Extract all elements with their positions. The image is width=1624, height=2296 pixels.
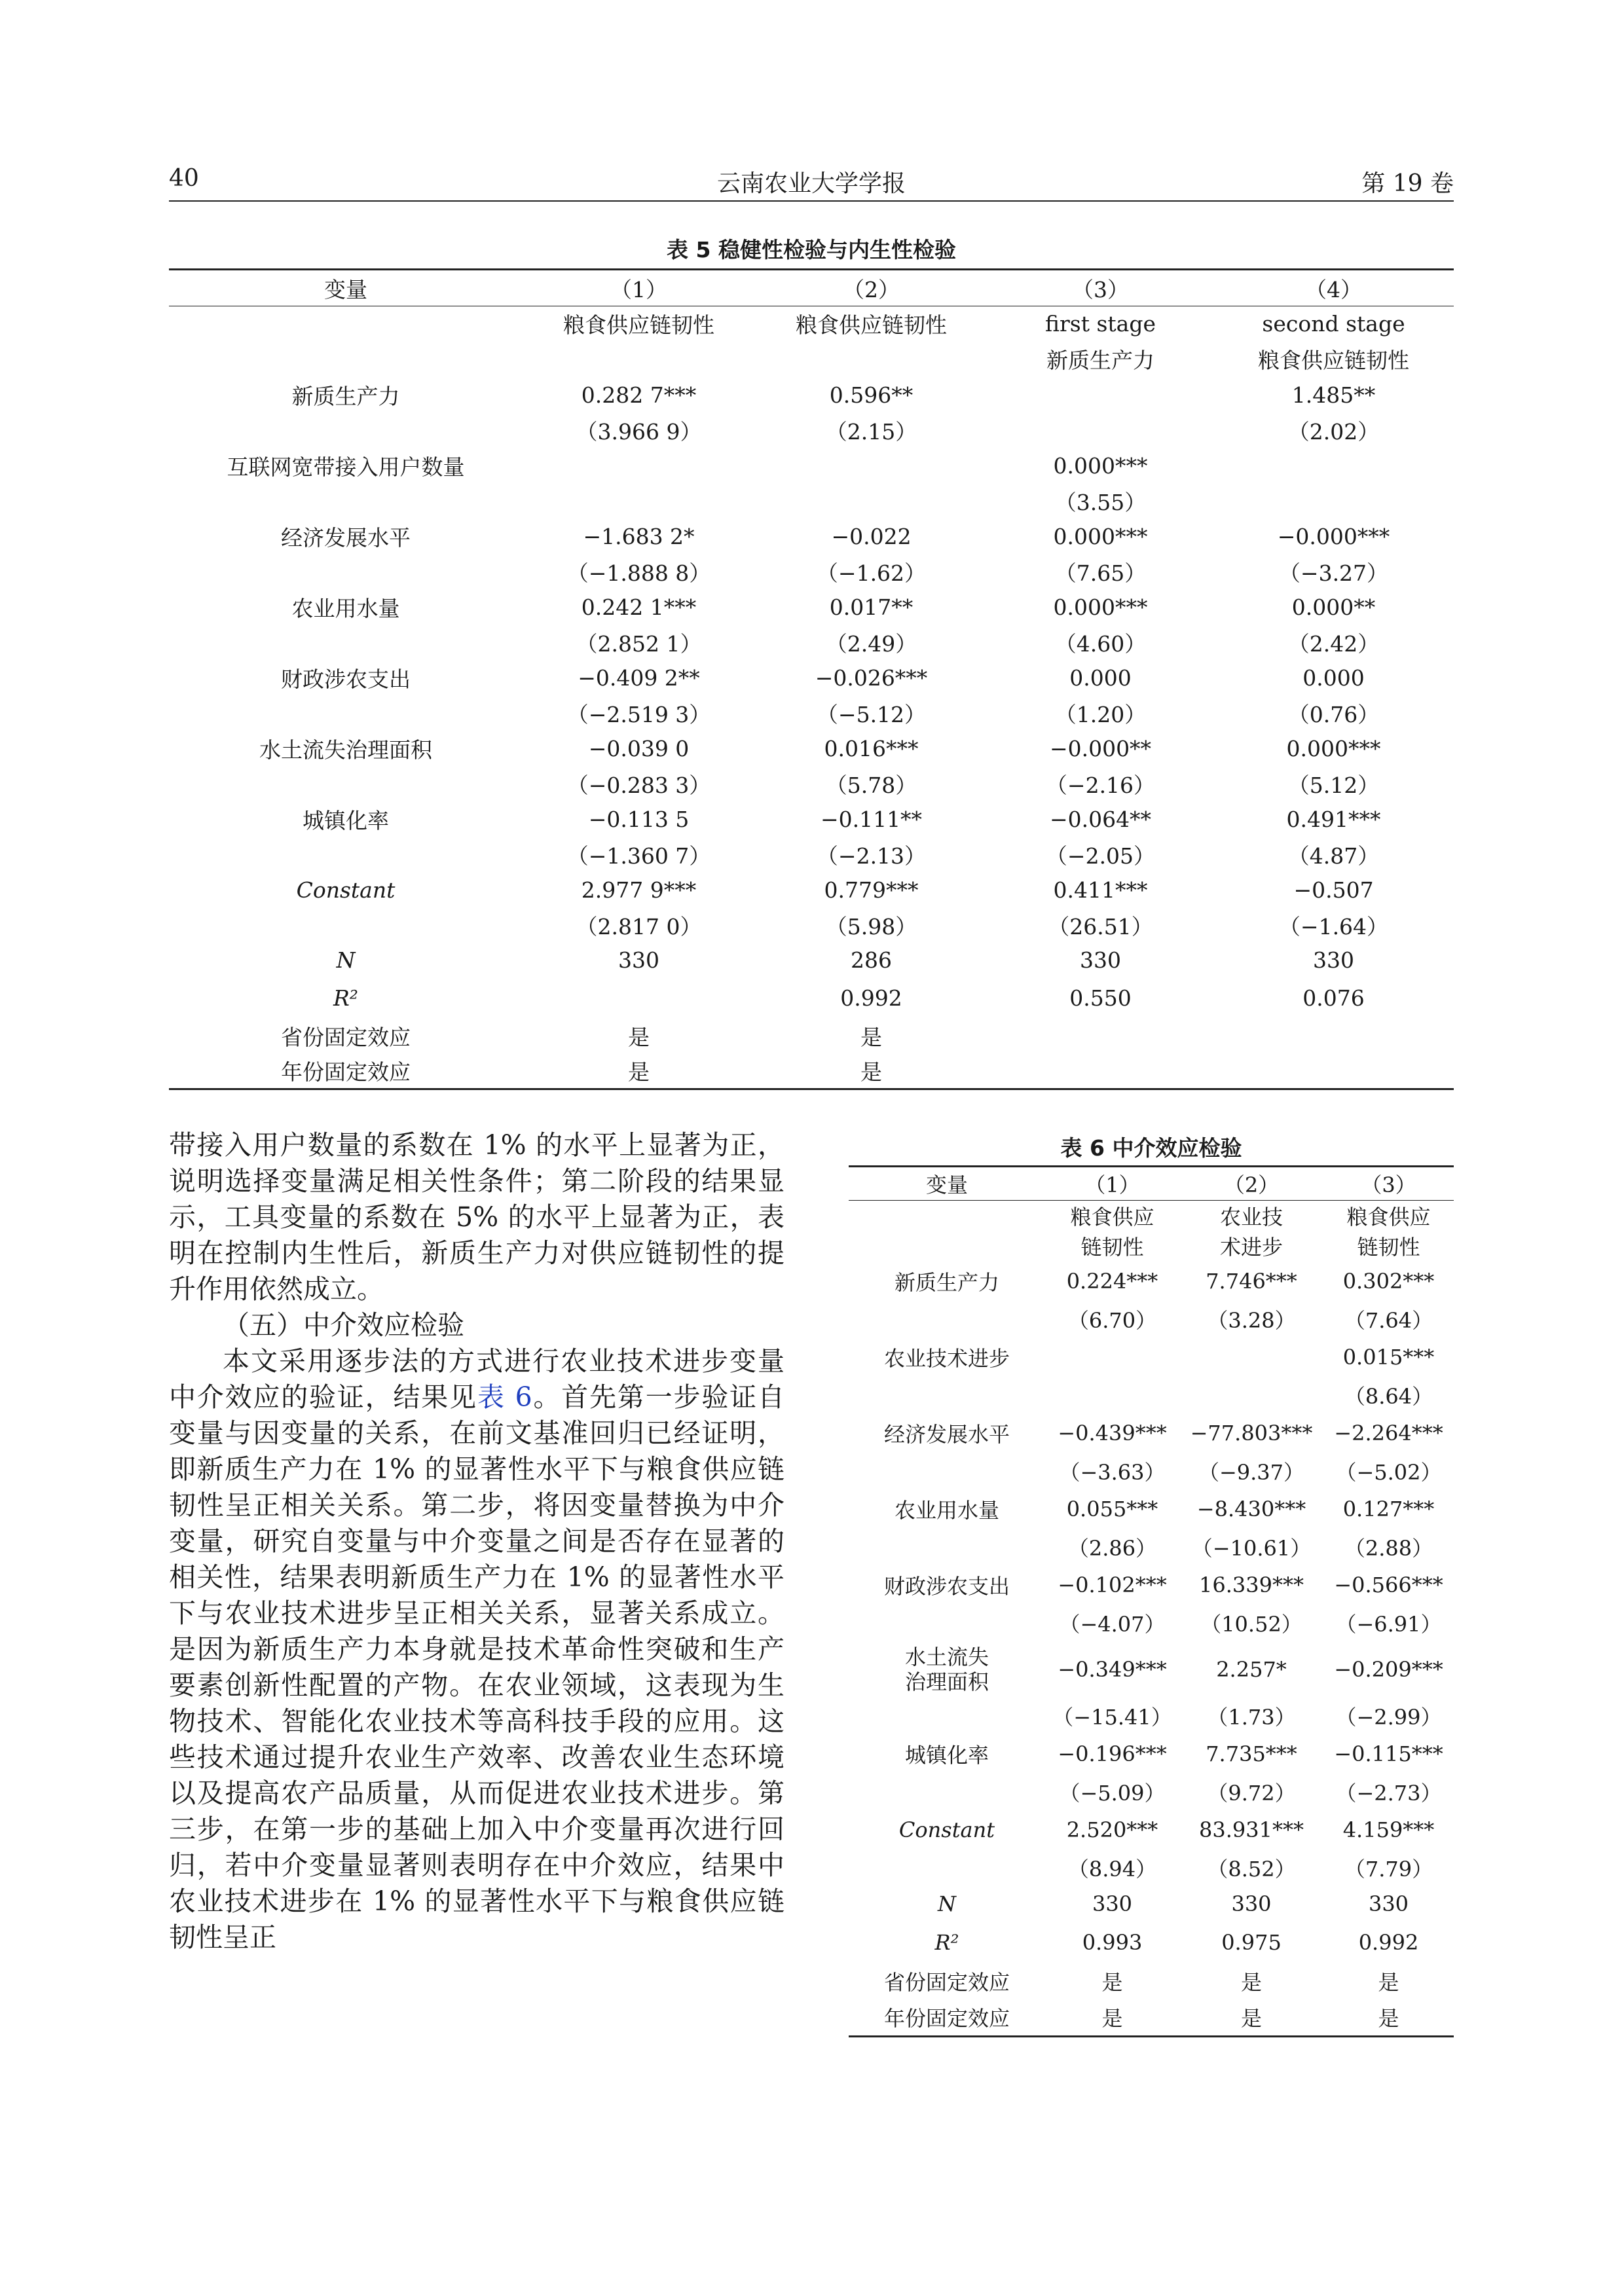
stat-value: 330 <box>1092 1891 1133 1916</box>
coefficient-cell: −0.000*** <box>1277 524 1390 549</box>
table-row <box>849 1413 1454 1453</box>
coefficient-cell: 7.746*** <box>1206 1269 1297 1294</box>
coefficient-cell <box>1213 448 1454 484</box>
stat-value <box>1213 1054 1454 1089</box>
table-row-year_fe <box>849 1999 1454 2036</box>
table-header-row <box>849 1167 1454 1201</box>
stat-value: 330 <box>618 947 659 973</box>
table-row-tstat <box>849 1529 1454 1565</box>
coefficient-cell: 0.282 7*** <box>581 382 697 408</box>
coefficient-cell: −0.064** <box>1049 807 1152 832</box>
table6-caption: 表 6 中介效应检验 <box>1060 1135 1242 1161</box>
blank-cell <box>169 767 523 801</box>
table-row <box>849 1337 1454 1377</box>
column-subheader <box>169 342 523 377</box>
table-row-n <box>849 1886 1454 1922</box>
coefficient-cell: 0.411*** <box>1053 877 1148 903</box>
stat-value: 是 <box>1323 1999 1454 2036</box>
coefficient-cell: −0.026*** <box>815 665 928 691</box>
column-subheader: 粮食供应链韧性 <box>796 312 947 338</box>
column-subheader: 农业技 <box>1219 1205 1283 1230</box>
column-header: （3） <box>987 270 1213 306</box>
variable-label <box>849 1641 1045 1698</box>
table-row <box>169 801 1454 838</box>
t-stat-cell: （2.49） <box>825 631 917 657</box>
coefficient-cell: −0.409 2** <box>578 665 700 691</box>
t-stat-cell <box>755 484 987 519</box>
variable-label <box>849 1337 1045 1377</box>
t-stat-cell: （9.72） <box>1207 1781 1296 1806</box>
column-header: （1） <box>523 270 755 306</box>
coefficient-cell <box>755 448 987 484</box>
variable-label: 新质生产力 <box>291 384 400 409</box>
t-stat-cell: （2.15） <box>825 419 917 445</box>
variable-label-line: 农业用水量 <box>894 1498 999 1523</box>
column-subheader: 链韧性 <box>1080 1235 1144 1260</box>
variable-label-line: Constant <box>898 1817 995 1842</box>
variable-label <box>849 1261 1045 1302</box>
t-stat-cell: （6.70） <box>1067 1308 1157 1333</box>
coefficient-cell: 2.257* <box>1216 1657 1287 1682</box>
column-subheader <box>849 1231 1045 1261</box>
t-stat-cell: （5.78） <box>825 773 917 798</box>
table-row <box>849 1261 1454 1302</box>
variable-label <box>849 1565 1045 1605</box>
blank-cell <box>849 1529 1045 1565</box>
section-heading: （五）中介效应检验 <box>223 1309 464 1341</box>
coefficient-cell: −0.039 0 <box>588 736 690 761</box>
paragraph-continued: 带接入用户数量的系数在 1% 的水平上显著为正，说明选择变量满足相关性条件；第二阶段的结果显示，工具变量的系数在 5% 的水平上显著为正，表明在控制内生性后，新质生产力对供应链韧性的提升作用依然成立。 <box>169 1129 784 1305</box>
column-header: （1） <box>1045 1167 1179 1201</box>
coefficient-cell: 0.016*** <box>824 736 919 761</box>
coefficient-cell: −0.439*** <box>1058 1421 1167 1446</box>
table-header-row <box>169 270 1454 306</box>
t-stat-cell: （−1.888 8） <box>566 560 711 586</box>
t-stat-cell: （7.65） <box>1054 560 1147 586</box>
table-row <box>849 1810 1454 1850</box>
blank-cell <box>849 1453 1045 1489</box>
column-subheader: 粮食供应链韧性 <box>563 312 714 338</box>
stat-value: 是 <box>1378 1970 1399 1995</box>
table-row-tstat <box>849 1605 1454 1641</box>
variable-label-line: 新质生产力 <box>894 1270 999 1295</box>
blank-cell <box>849 1850 1045 1886</box>
volume-label: 第 19 卷 <box>1361 170 1454 197</box>
coefficient-cell: −1.683 2* <box>583 524 695 549</box>
stat-value: 是 <box>1101 1970 1123 1995</box>
stat-label: 省份固定效应 <box>281 1025 411 1050</box>
table-row <box>849 1734 1454 1774</box>
table-row <box>169 448 1454 484</box>
t-stat-cell: （26.51） <box>1048 914 1153 939</box>
blank-cell <box>169 484 523 519</box>
t-stat-cell: （−1.360 7） <box>566 843 711 869</box>
table-row-tstat <box>169 626 1454 660</box>
variable-label-line: 城镇化率 <box>904 1743 989 1768</box>
t-stat-cell: （7.79） <box>1344 1857 1433 1882</box>
stat-value: 330 <box>1080 947 1121 973</box>
coefficient-cell: 2.520*** <box>1066 1817 1158 1842</box>
t-stat-cell: （2.817 0） <box>576 914 702 939</box>
coefficient-cell: −0.111** <box>820 807 923 832</box>
table6 <box>849 1165 1454 2037</box>
stat-value <box>987 1054 1213 1089</box>
t-stat-cell: （−9.37） <box>1198 1460 1305 1485</box>
t-stat-cell: （−1.62） <box>816 560 927 586</box>
table-row-tstat <box>169 838 1454 872</box>
blank-cell <box>169 414 523 448</box>
coefficient-cell: −0.102*** <box>1058 1573 1167 1597</box>
stat-value: 是 <box>1240 1970 1262 1995</box>
coefficient-cell: 0.491*** <box>1286 807 1381 832</box>
table-row-tstat <box>849 1774 1454 1810</box>
coefficient-cell: 1.485** <box>1291 382 1376 408</box>
table-row-tstat <box>849 1302 1454 1337</box>
t-stat-cell: （4.60） <box>1054 631 1147 657</box>
table-row-tstat <box>849 1453 1454 1489</box>
stat-value: 是 <box>523 1054 755 1089</box>
t-stat-cell: （−2.13） <box>816 843 927 869</box>
stat-value: 0.992 <box>1358 1930 1419 1955</box>
coefficient-cell: −0.000** <box>1049 736 1152 761</box>
table-row-tstat <box>169 414 1454 448</box>
stat-value: 是 <box>628 1025 650 1050</box>
column-header: （2） <box>1179 1167 1323 1201</box>
t-stat-cell: （2.86） <box>1067 1536 1157 1561</box>
table-row-province_fe <box>169 1019 1454 1054</box>
coefficient-cell: −0.113 5 <box>588 807 690 832</box>
column-header-variable: 变量 <box>849 1167 1045 1201</box>
stat-label: 年份固定效应 <box>169 1054 523 1089</box>
blank-cell <box>169 555 523 589</box>
variable-label <box>849 1734 1045 1774</box>
stat-value: 是 <box>860 1025 882 1050</box>
stat-value <box>987 1019 1213 1054</box>
t-stat-cell: （3.55） <box>1054 490 1147 515</box>
coefficient-cell: −0.349*** <box>1058 1657 1167 1682</box>
table-row-tstat <box>169 767 1454 801</box>
t-stat-cell <box>987 414 1213 448</box>
table-row <box>849 1565 1454 1605</box>
stat-value: 是 <box>1179 1999 1323 2036</box>
column-subheader: 粮食供应 <box>1070 1205 1154 1230</box>
column-subheader: 新质生产力 <box>1046 348 1154 373</box>
coefficient-cell: 0.055*** <box>1066 1497 1158 1522</box>
column-subheader <box>169 306 523 342</box>
table-row <box>169 589 1454 626</box>
table-row-province_fe <box>849 1963 1454 1999</box>
coefficient-cell: 0.779*** <box>824 877 919 903</box>
t-stat-cell: （−2.519 3） <box>566 702 711 727</box>
column-subheader: second stage <box>1262 311 1405 337</box>
stat-value: 330 <box>1313 947 1354 973</box>
t-stat-cell: （10.52） <box>1200 1612 1302 1637</box>
column-subheader: 链韧性 <box>1357 1235 1420 1260</box>
coefficient-cell: 0.000 <box>1302 665 1365 691</box>
t-stat-cell: （−2.73） <box>1335 1781 1442 1806</box>
coefficient-cell: 0.127*** <box>1342 1497 1435 1522</box>
column-subheader: 粮食供应链韧性 <box>1258 348 1409 373</box>
stat-label: N <box>938 1891 956 1916</box>
t-stat-cell: （8.64） <box>1344 1384 1433 1409</box>
coefficient-cell: −0.022 <box>831 524 912 549</box>
stat-value: 0.076 <box>1302 985 1365 1011</box>
t-stat-cell: （−0.283 3） <box>566 773 711 798</box>
blank-cell <box>849 1605 1045 1641</box>
t-stat-cell: （−1.64） <box>1278 914 1389 939</box>
table5 <box>169 268 1454 1090</box>
column-header: （4） <box>1213 270 1454 306</box>
journal-title: 云南农业大学学报 <box>716 170 906 197</box>
stat-value: 330 <box>1231 1891 1272 1916</box>
variable-label <box>849 1810 1045 1850</box>
t-stat-cell: （0.76） <box>1287 702 1380 727</box>
stat-label: 省份固定效应 <box>883 1970 1010 1995</box>
stat-label: R² <box>934 1930 959 1955</box>
variable-label-line: 经济发展水平 <box>883 1422 1010 1447</box>
table-subheader-row <box>849 1231 1454 1261</box>
t-stat-cell: （8.94） <box>1067 1857 1157 1882</box>
blank-cell <box>849 1774 1045 1810</box>
column-header-variable: 变量 <box>169 270 523 306</box>
running-head <box>169 161 1454 202</box>
t-stat-cell: （−3.27） <box>1278 560 1389 586</box>
column-subheader: first stage <box>1045 311 1156 337</box>
coefficient-cell: 0.017** <box>829 594 913 620</box>
coefficient-cell: −0.507 <box>1293 877 1374 903</box>
variable-label <box>849 1413 1045 1453</box>
table-row-r2 <box>169 978 1454 1019</box>
t-stat-cell: （3.966 9） <box>576 419 702 445</box>
t-stat-cell <box>523 484 755 519</box>
coefficient-cell: 0.000** <box>1291 594 1376 620</box>
coefficient-cell: 0.596** <box>829 382 913 408</box>
coefficient-cell: −0.115*** <box>1334 1741 1443 1766</box>
table-subheader-row <box>169 342 1454 377</box>
t-stat-cell: （3.28） <box>1207 1308 1296 1333</box>
stat-value <box>1213 1019 1454 1054</box>
stat-label: R² <box>333 985 359 1011</box>
stat-value: 0.992 <box>840 985 902 1011</box>
coefficient-cell: −2.264*** <box>1334 1421 1443 1446</box>
coefficient-cell: 0.000 <box>1069 665 1132 691</box>
column-header: （2） <box>755 270 987 306</box>
coefficient-cell: 0.242 1*** <box>581 594 697 620</box>
paragraph-text: 本文采用逐步法的方式进行农业技术进步变量中介效应的验证，结果见 <box>169 1345 784 1413</box>
table-row <box>169 660 1454 697</box>
t-stat-cell: （−2.16） <box>1045 773 1156 798</box>
table-row <box>849 1489 1454 1529</box>
column-header: （3） <box>1323 1167 1454 1201</box>
coefficient-cell <box>987 377 1213 414</box>
variable-label: 城镇化率 <box>303 808 389 833</box>
table-row-tstat <box>169 555 1454 589</box>
variable-label-line: 水土流失 <box>904 1645 989 1669</box>
variable-label: Constant <box>296 877 396 903</box>
coefficient-cell: 0.224*** <box>1066 1269 1158 1294</box>
t-stat-cell: （−3.63） <box>1059 1460 1166 1485</box>
blank-cell <box>169 626 523 660</box>
column-subheader: 术进步 <box>1219 1235 1283 1260</box>
coefficient-cell: 83.931*** <box>1199 1817 1304 1842</box>
coefficient-cell: 4.159*** <box>1342 1817 1435 1842</box>
column-subheader <box>755 342 987 377</box>
table-subheader-row <box>169 306 1454 342</box>
column-subheader <box>849 1201 1045 1231</box>
t-stat-cell: （8.52） <box>1207 1857 1296 1882</box>
t-stat-cell: （−5.09） <box>1059 1781 1166 1806</box>
table-row-tstat <box>849 1850 1454 1886</box>
coefficient-cell: 0.000*** <box>1053 453 1148 479</box>
page-number: 40 <box>169 165 199 192</box>
column-subheader <box>523 342 755 377</box>
t-stat-cell: （2.42） <box>1287 631 1380 657</box>
body-text <box>169 1127 784 1956</box>
table-row <box>849 1641 1454 1698</box>
variable-label: 农业用水量 <box>291 596 400 621</box>
t-stat-cell: （1.73） <box>1207 1705 1296 1730</box>
stat-label: N <box>336 947 356 973</box>
t-stat-cell: （−15.41） <box>1052 1705 1172 1730</box>
t-stat-cell: （−10.61） <box>1191 1536 1312 1561</box>
variable-label: 水土流失治理面积 <box>259 737 432 763</box>
coefficient-cell <box>1179 1337 1323 1377</box>
stat-value: 286 <box>851 947 892 973</box>
blank-cell <box>849 1377 1045 1413</box>
coefficient-cell: 0.000*** <box>1286 736 1381 761</box>
variable-label: 经济发展水平 <box>281 525 411 551</box>
coefficient-cell: 16.339*** <box>1199 1573 1304 1597</box>
blank-cell <box>849 1302 1045 1337</box>
column-subheader: 粮食供应 <box>1346 1205 1431 1230</box>
t-stat-cell: （4.87） <box>1287 843 1380 869</box>
table5-caption: 表 5 稳健性检验与内生性检验 <box>667 237 956 263</box>
table-subheader-row <box>849 1201 1454 1231</box>
table-row-tstat <box>849 1377 1454 1413</box>
table6-link[interactable]: 表 6 <box>477 1381 532 1413</box>
t-stat-cell: （2.852 1） <box>576 631 702 657</box>
t-stat-cell: （−4.07） <box>1059 1612 1166 1637</box>
table-row <box>169 731 1454 767</box>
t-stat-cell <box>1213 484 1454 519</box>
coefficient-cell: −0.209*** <box>1334 1657 1443 1682</box>
t-stat-cell: （−6.91） <box>1335 1612 1442 1637</box>
t-stat-cell: （−5.02） <box>1335 1460 1442 1485</box>
variable-label <box>849 1489 1045 1529</box>
stat-value: 0.993 <box>1082 1930 1143 1955</box>
t-stat-cell <box>1179 1377 1323 1413</box>
t-stat-cell: （−5.12） <box>816 702 927 727</box>
stat-value <box>523 978 755 1019</box>
coefficient-cell <box>1045 1337 1179 1377</box>
stat-value: 0.550 <box>1069 985 1132 1011</box>
coefficient-cell: 0.015*** <box>1342 1345 1435 1370</box>
coefficient-cell: −8.430*** <box>1196 1497 1306 1522</box>
variable-label: 互联网宽带接入用户数量 <box>227 454 465 480</box>
blank-cell <box>169 697 523 731</box>
variable-label: 财政涉农支出 <box>281 666 411 692</box>
coefficient-cell: −0.566*** <box>1334 1573 1443 1597</box>
table-row-tstat <box>169 697 1454 731</box>
stat-label: 年份固定效应 <box>849 1999 1045 2036</box>
t-stat-cell: （5.98） <box>825 914 917 939</box>
blank-cell <box>849 1698 1045 1734</box>
blank-cell <box>169 909 523 943</box>
variable-label-line: 财政涉农支出 <box>883 1574 1010 1599</box>
table-row-tstat <box>169 909 1454 943</box>
coefficient-cell: 0.000*** <box>1053 524 1148 549</box>
t-stat-cell <box>1045 1377 1179 1413</box>
coefficient-cell: −77.803*** <box>1190 1421 1313 1446</box>
stat-value: 330 <box>1368 1891 1409 1916</box>
t-stat-cell: （1.20） <box>1054 702 1147 727</box>
t-stat-cell: （2.02） <box>1287 419 1380 445</box>
stat-value: 是 <box>755 1054 987 1089</box>
table-row <box>169 377 1454 414</box>
stat-value: 0.975 <box>1221 1930 1282 1955</box>
t-stat-cell: （7.64） <box>1344 1308 1433 1333</box>
variable-label-line: 农业技术进步 <box>883 1346 1010 1371</box>
coefficient-cell: 2.977 9*** <box>581 877 697 903</box>
coefficient-cell: 7.735*** <box>1206 1741 1297 1766</box>
coefficient-cell: 0.000*** <box>1053 594 1148 620</box>
coefficient-cell: −0.196*** <box>1058 1741 1167 1766</box>
table-row-year_fe <box>169 1054 1454 1089</box>
t-stat-cell: （5.12） <box>1287 773 1380 798</box>
blank-cell <box>169 838 523 872</box>
t-stat-cell: （−2.99） <box>1335 1705 1442 1730</box>
table-row-tstat <box>169 484 1454 519</box>
table-row-n <box>169 943 1454 978</box>
table-row <box>169 519 1454 555</box>
table-row <box>169 872 1454 909</box>
stat-value: 是 <box>1045 1999 1179 2036</box>
coefficient-cell <box>523 448 755 484</box>
t-stat-cell: （2.88） <box>1344 1536 1433 1561</box>
coefficient-cell: 0.302*** <box>1342 1269 1435 1294</box>
table-row-r2 <box>849 1922 1454 1963</box>
paragraph-mediation <box>169 1343 784 1956</box>
paragraph-text: 。首先第一步验证自变量与因变量的关系，在前文基准回归已经证明，即新质生产力在 1% 的显著性水平下与粮食供应链韧性呈正相关关系。第二步，将因变量替换为中介变量，研究自变量与中介变量之间是否存在显著的相关性，结果表明新质生产力在 1% 的显著性水平下与农业技术进步呈正相关关系，显著关系成立。是因为新质生产力本身就是技术革命性突破和生产要素创新性配置的产物。在农业领域，这表现为生物技术、智能化农业技术等高科技手段的应用。这些技术通过提升农业生产效率、改善农业生态环境以及提高农产品质量，从而促进农业技术进步。第三步，在第一步的基础上加入中介变量再次进行回归，若中介变量显著则表明存在中介效应，结果中农业技术进步在 1% 的显著性水平下与粮食供应链韧性呈正 <box>169 1381 784 1953</box>
table-row-tstat <box>849 1698 1454 1734</box>
t-stat-cell: （−2.05） <box>1045 843 1156 869</box>
variable-label-line: 治理面积 <box>904 1669 989 1694</box>
